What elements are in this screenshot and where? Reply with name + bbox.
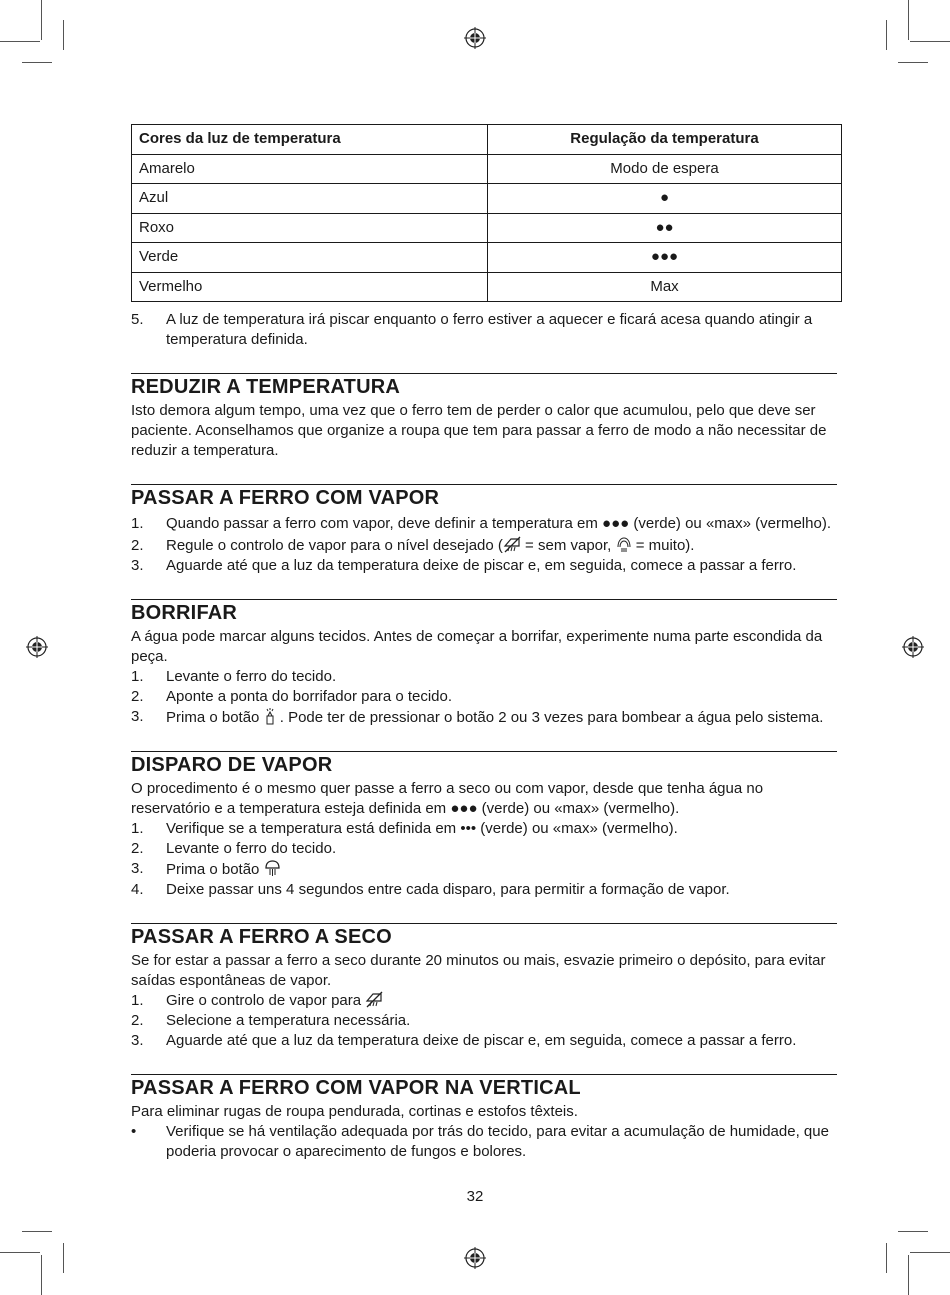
section-paragraph: Se for estar a passar a ferro a seco durante 20 minutos ou mais, esvazie primeiro o depósito, para evitar saídas espontâneas de vapor. xyxy=(131,952,826,989)
list-number: 5. xyxy=(131,311,144,328)
list-item xyxy=(131,667,837,687)
section-title: BORRIFAR xyxy=(131,599,837,625)
list-text: Verifique se a temperatura está definida em ••• (verde) ou «max» (vermelho). xyxy=(166,820,678,837)
table-row xyxy=(132,154,842,184)
section-title: PASSAR A FERRO A SECO xyxy=(131,923,837,949)
list-text: Verifique se há ventilação adequada por trás do tecido, para evitar a acumulação de humidade, que poderia provocar o aparecimento de fungos e bolores. xyxy=(166,1123,829,1160)
list-item xyxy=(131,859,837,880)
table-row xyxy=(132,243,842,273)
list-text: . Pode ter de pressionar o botão 2 ou 3 vezes para bombear a água pelo sistema. xyxy=(275,709,824,726)
table-cell: Verde xyxy=(132,243,488,273)
list-number: 1. xyxy=(131,668,144,685)
list-number: 1. xyxy=(131,992,144,1009)
crop-mark xyxy=(0,1252,40,1253)
section-reduzir xyxy=(131,373,837,461)
list-number: 3. xyxy=(131,708,144,725)
section-paragraph: Isto demora algum tempo, uma vez que o ferro tem de perder o calor que acumulou, pelo que deve ser paciente. Aconselhamos que organize a roupa que tem para passar a ferro de modo a não necessitar de reduzir a temperatura. xyxy=(131,402,827,459)
list-item xyxy=(131,556,837,576)
list-item xyxy=(131,536,837,556)
list-number: 1. xyxy=(131,820,144,837)
crop-mark xyxy=(22,1231,52,1232)
table-row xyxy=(132,213,842,243)
table-cell: Max xyxy=(488,272,842,302)
list-item xyxy=(131,839,837,859)
list-item xyxy=(131,310,837,350)
bullet-list xyxy=(131,1122,837,1162)
crop-mark xyxy=(63,20,64,50)
spray-icon xyxy=(264,707,276,725)
list-item xyxy=(131,819,837,839)
crop-mark xyxy=(886,20,887,50)
crop-mark xyxy=(910,41,950,42)
crop-mark xyxy=(63,1243,64,1273)
page-content xyxy=(131,124,837,1162)
list-item xyxy=(131,1011,837,1031)
list-item xyxy=(131,707,837,728)
list-number: 2. xyxy=(131,840,144,857)
list-text: Aguarde até que a luz da temperatura deixe de piscar e, em seguida, comece a passar a ferro. xyxy=(166,557,797,574)
list-text: = sem vapor, xyxy=(520,537,616,554)
steam-shot-icon xyxy=(264,859,281,877)
list-number: 2. xyxy=(131,537,144,554)
list-text: Deixe passar uns 4 segundos entre cada disparo, para permitir a formação de vapor. xyxy=(166,881,730,898)
section-paragraph: Para eliminar rugas de roupa pendurada, cortinas e estofos têxteis. xyxy=(131,1103,578,1120)
table-row xyxy=(132,184,842,214)
list-number: 3. xyxy=(131,557,144,574)
section-paragraph: O procedimento é o mesmo quer passe a ferro a seco ou com vapor, desde que tenha água no reservatório e a temperatura esteja definida em ●●● (verde) ou «max» (vermelho). xyxy=(131,780,764,817)
list-number: 3. xyxy=(131,860,144,877)
section-title: PASSAR A FERRO COM VAPOR xyxy=(131,484,837,510)
table-cell: Vermelho xyxy=(132,272,488,302)
section-paragraph: A água pode marcar alguns tecidos. Antes de começar a borrifar, experimente numa parte escondida da peça. xyxy=(131,628,823,665)
no-steam-icon xyxy=(503,536,521,553)
temperature-table xyxy=(131,124,842,302)
list-number: 2. xyxy=(131,1012,144,1029)
table-cell: Modo de espera xyxy=(488,154,842,184)
crop-mark xyxy=(898,62,928,63)
list-item xyxy=(131,687,837,707)
list-text: A luz de temperatura irá piscar enquanto o ferro estiver a aquecer e ficará acesa quando atingir a temperatura definida. xyxy=(166,311,813,348)
registration-mark-icon xyxy=(464,1247,486,1269)
list-text: Quando passar a ferro com vapor, deve definir a temperatura em ●●● (verde) ou «max» (vermelho). xyxy=(166,515,831,532)
step-list xyxy=(131,667,837,728)
crop-mark xyxy=(898,1231,928,1232)
table-cell: ●●● xyxy=(488,243,842,273)
registration-mark-icon xyxy=(902,636,924,658)
table-header: Regulação da temperatura xyxy=(488,125,842,155)
table-header-row xyxy=(132,125,842,155)
step-list xyxy=(131,514,837,576)
page-number: 32 xyxy=(466,1188,484,1205)
list-item xyxy=(131,1122,837,1162)
list-text: Selecione a temperatura necessária. xyxy=(166,1012,411,1029)
crop-mark xyxy=(41,1255,42,1295)
list-item xyxy=(131,880,837,900)
crop-mark xyxy=(22,62,52,63)
table-note-list xyxy=(131,310,837,350)
step-list xyxy=(131,819,837,900)
no-steam-icon xyxy=(365,991,383,1008)
list-number: 4. xyxy=(131,881,144,898)
list-bullet: • xyxy=(131,1123,137,1140)
list-text: Aponte a ponta do borrifador para o tecido. xyxy=(166,688,453,705)
list-text: Levante o ferro do tecido. xyxy=(166,840,337,857)
crop-mark xyxy=(41,0,42,40)
step-list xyxy=(131,991,837,1051)
max-steam-icon xyxy=(616,536,632,553)
table-header: Cores da luz de temperatura xyxy=(132,125,488,155)
table-cell: ● xyxy=(488,184,842,214)
list-number: 1. xyxy=(131,515,144,532)
list-text: Gire o controlo de vapor para xyxy=(166,992,366,1009)
crop-mark xyxy=(886,1243,887,1273)
section-title: REDUZIR A TEMPERATURA xyxy=(131,373,837,399)
section-vertical xyxy=(131,1074,837,1162)
section-borrifar xyxy=(131,599,837,728)
list-text: Regule o controlo de vapor para o nível desejado ( xyxy=(166,537,503,554)
table-cell: Amarelo xyxy=(132,154,488,184)
section-seco xyxy=(131,923,837,1051)
section-vapor xyxy=(131,484,837,576)
crop-mark xyxy=(908,0,909,40)
crop-mark xyxy=(910,1252,950,1253)
table-cell: ●● xyxy=(488,213,842,243)
section-title: DISPARO DE VAPOR xyxy=(131,751,837,777)
table-row xyxy=(132,272,842,302)
section-disparo xyxy=(131,751,837,900)
list-text: Levante o ferro do tecido. xyxy=(166,668,337,685)
registration-mark-icon xyxy=(464,27,486,49)
crop-mark xyxy=(908,1255,909,1295)
list-number: 2. xyxy=(131,688,144,705)
list-text: Prima o botão xyxy=(166,861,264,878)
registration-mark-icon xyxy=(26,636,48,658)
list-text: = muito). xyxy=(631,537,695,554)
list-item xyxy=(131,991,837,1011)
table-cell: Roxo xyxy=(132,213,488,243)
crop-mark xyxy=(0,41,40,42)
list-text: Prima o botão xyxy=(166,709,264,726)
section-title: PASSAR A FERRO COM VAPOR NA VERTICAL xyxy=(131,1074,837,1100)
list-number: 3. xyxy=(131,1032,144,1049)
list-text: Aguarde até que a luz da temperatura deixe de piscar e, em seguida, comece a passar a ferro. xyxy=(166,1032,797,1049)
list-item xyxy=(131,1031,837,1051)
list-item xyxy=(131,514,837,534)
table-cell: Azul xyxy=(132,184,488,214)
